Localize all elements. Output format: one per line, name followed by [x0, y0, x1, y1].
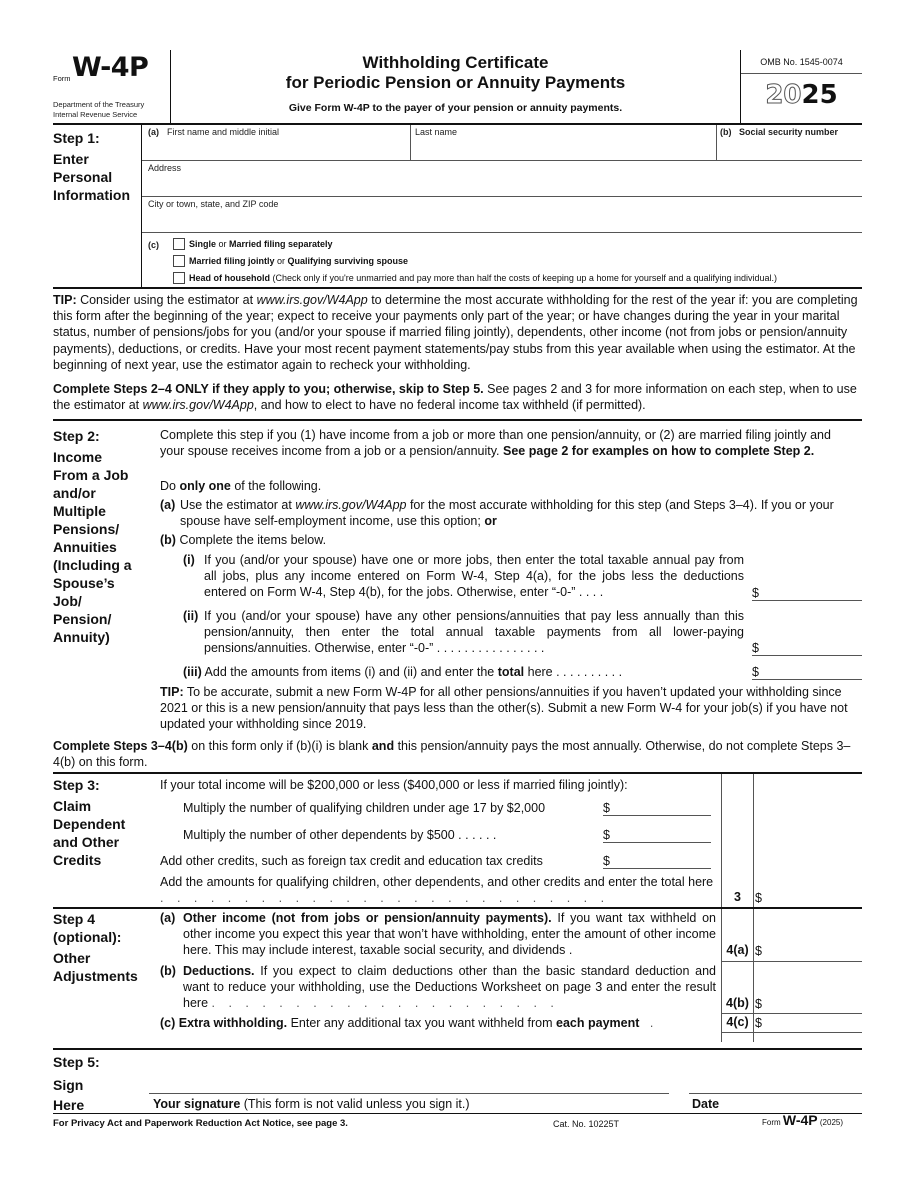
line-4c-amount-field[interactable]	[755, 1015, 862, 1031]
item-c-marker: (c)	[148, 240, 159, 250]
item-4a-marker	[160, 910, 175, 926]
dollar-sign: $	[603, 828, 610, 842]
first-name-field[interactable]	[142, 125, 410, 160]
privacy-notice: For Privacy Act and Paperwork Reduction Act Notice, see page 3.	[53, 1118, 348, 1129]
step3-total-text	[160, 874, 716, 906]
step2-label-line: Job/	[53, 593, 82, 609]
note-bold: Complete Steps 2–4 ONLY if they apply to you; otherwise, skip to Step 5.	[53, 382, 484, 396]
step4-label-line: (optional):	[53, 929, 122, 945]
w4p-form	[53, 50, 862, 1129]
estimator-link[interactable]: www.irs.gov/W4App	[256, 293, 368, 307]
complete-steps-note	[53, 381, 862, 413]
intro-text: Complete this step if you (1) have income from a job or more than one pension/annuity, or (2) are married filing jointly and your spouse receives income from a job or a pension/annuity.	[160, 428, 831, 459]
form-name: W-4P	[72, 52, 149, 83]
address-field[interactable]	[142, 161, 862, 196]
filing-status-single[interactable]	[173, 238, 333, 250]
step2-label-line: From a Job	[53, 467, 129, 483]
step3-title: Step 3:	[53, 777, 100, 793]
form-header	[53, 50, 862, 125]
line-4b-amount-field[interactable]	[755, 996, 862, 1012]
tip-estimator	[53, 292, 862, 373]
text: If you want tax withheld on other income you expect this year that won’t have withholding, enter the amount of other income here. This may include interest, taxable social security, and dividends .	[183, 911, 717, 958]
date-field[interactable]	[689, 1093, 862, 1113]
tax-year-outline: 20	[765, 80, 802, 110]
step1-label-line: Enter	[53, 151, 89, 167]
line-3-label: 3	[734, 890, 741, 904]
tip-text: To be accurate, submit a new Form W-4P for all other pensions/annuities if you haven’t updated your withholding since 2021 or this is a new pension/annuity that pays less than the other(s). Submit a new Form W-4 for your job(s) if you have not updated your withholding since 2019.	[160, 685, 848, 732]
text-bold: or	[484, 514, 497, 529]
form-title-block	[171, 50, 740, 114]
dollar-sign: $	[752, 641, 759, 655]
step1-label-line: Personal	[53, 169, 113, 185]
marker: (ii)	[183, 609, 199, 623]
tax-year	[741, 80, 862, 110]
step2-label-line: Annuities	[53, 539, 117, 555]
line-4b-label: 4(b)	[726, 996, 749, 1010]
step2-option-a	[180, 497, 860, 529]
text: Add the amounts for qualifying children, other dependents, and other credits and enter the total here	[160, 875, 714, 889]
step2-label-line: Income	[53, 449, 103, 465]
dollar-sign: $	[752, 586, 759, 600]
date-label: Date	[692, 1097, 720, 1111]
signature-field[interactable]	[149, 1093, 669, 1113]
section-divider	[53, 772, 862, 774]
text-bold: total	[497, 665, 525, 679]
item-4a-text	[183, 910, 716, 959]
form-prefix: Form	[762, 1118, 781, 1127]
form-year: (2025)	[819, 1118, 843, 1127]
option-label: Married filing separately	[229, 239, 333, 249]
step2-option-a-marker	[160, 497, 175, 513]
text-bold: Your signature	[153, 1097, 241, 1111]
step2-tip	[160, 684, 860, 733]
step4-title: Step 4	[53, 911, 96, 927]
item-i-text: If you (and/or your spouse) have one or more jobs, then enter the total taxable annual pay from all jobs, plus any income entered on Form W-4, Step 4(a), for the jobs less the deductions entered on Form W-4, Step 4(b), for the jobs. Otherwise, enter “-0-” . . . .	[204, 553, 744, 600]
filing-status-married-jointly[interactable]	[173, 255, 408, 267]
city-label: City or town, state, and ZIP code	[148, 199, 279, 209]
married-jointly-checkbox[interactable]	[173, 255, 185, 267]
step3-label	[53, 776, 141, 869]
step2-intro	[160, 427, 850, 459]
note-bold: Complete Steps 3–4(b)	[53, 739, 188, 753]
step5-label-line: Sign	[53, 1077, 84, 1093]
step5-title: Step 5:	[53, 1054, 100, 1070]
text: Enter any additional tax you want withheld from	[287, 1016, 557, 1030]
item-4c-text	[160, 1015, 720, 1031]
step1-section	[53, 125, 862, 289]
note-text: , and how to elect to have no federal income tax withheld (if permitted).	[253, 398, 646, 413]
qualifying-children-text: Multiply the number of qualifying children under age 17 by $2,000	[183, 801, 546, 815]
text-bold: Extra withholding.	[178, 1016, 288, 1030]
head-of-household-checkbox[interactable]	[173, 272, 185, 284]
note-text: on this form only if (b)(i) is blank	[187, 739, 372, 753]
tip-text: to determine the most accurate withholding for the rest of the year if: you are completing this form after the beginning of the year; expect to receive your payments only part of the year; or have changes during the year in your marital status, number of pensions/jobs for you (and/or your spouse if married filing jointly), dependents, other income (not from jobs or pension/annuity payments), deductions, or credits. Have your most recent payment statements/pay stubs from this year available when using the estimator. At the beginning of next year, use the estimator again to recheck your withholding.	[53, 293, 858, 372]
item-ii-amount-field[interactable]	[752, 640, 862, 656]
text-bold: Other income (not from jobs or pension/annuity payments).	[183, 911, 552, 925]
step2-label	[53, 427, 153, 646]
first-name-label: First name and middle initial	[167, 127, 280, 137]
step2-do-only-one	[160, 478, 321, 494]
omb-year-block	[740, 50, 862, 125]
estimator-link[interactable]: www.irs.gov/W4App	[142, 398, 254, 413]
section-divider	[53, 1048, 862, 1050]
step2-label-line: Spouse’s	[53, 575, 115, 591]
step2-label-line: Annuity)	[53, 629, 110, 645]
dollar-sign: $	[755, 997, 762, 1011]
signature-label	[153, 1096, 470, 1112]
department-name: Department of the Treasury	[53, 100, 145, 109]
option-label: Married filing jointly	[189, 256, 275, 266]
form-id-block	[53, 50, 171, 125]
text-bold: only one	[179, 479, 231, 493]
line-4a-amount-field[interactable]	[755, 943, 862, 959]
footer-divider	[53, 1113, 862, 1114]
marker: (i)	[183, 553, 195, 567]
section-divider	[53, 907, 862, 909]
tax-year-bold: 25	[801, 80, 838, 110]
form-name: W-4P	[782, 1112, 818, 1128]
other-dependents-text: Multiply the number of other dependents by $500 . . . . . .	[183, 828, 497, 842]
dollar-sign: $	[755, 944, 762, 958]
item-4b-text	[183, 963, 716, 1012]
form-title-line1: Withholding Certificate	[362, 53, 549, 72]
marker: (b)	[160, 964, 176, 978]
step2-label-line: Multiple	[53, 503, 106, 519]
dollar-sign: $	[755, 891, 762, 905]
text: If you expect to claim deductions other than the basic standard deduction and want to reduce your withholding, use the Deductions Worksheet on page 3 and enter the result here	[183, 964, 716, 1011]
dollar-sign: $	[755, 1016, 762, 1030]
agency-name: Internal Revenue Service	[53, 110, 138, 119]
item-i-marker	[183, 552, 195, 568]
last-name-field[interactable]	[410, 125, 716, 160]
divider	[721, 1032, 862, 1033]
divider	[721, 961, 862, 962]
department	[53, 100, 144, 120]
form-title-line2: for Periodic Pension or Annuity Payments	[285, 73, 626, 92]
ssn-label: Social security number	[739, 127, 839, 137]
step1-label	[53, 129, 141, 204]
item-i-amount-field[interactable]	[752, 585, 862, 601]
divider	[721, 1013, 862, 1014]
item-iii-amount-field[interactable]	[752, 664, 862, 680]
other-credits-amount-field[interactable]	[603, 853, 711, 869]
line-4c-label: 4(c)	[726, 1015, 749, 1029]
step3-label-line: Dependent	[53, 816, 126, 832]
text: here . . . . . . . . . .	[524, 665, 623, 679]
line-3-amount-field[interactable]	[755, 890, 862, 906]
marker: (a)	[160, 911, 176, 925]
omb-number: OMB No. 1545-0074	[741, 50, 862, 74]
step2-label-line: Pension/	[53, 611, 112, 627]
text-bold: each payment	[556, 1016, 640, 1030]
leader-dots: .	[642, 1016, 654, 1030]
step3-label-line: Claim	[53, 798, 92, 814]
text: Use the estimator at	[180, 498, 296, 512]
item-ii-marker	[183, 608, 198, 624]
text: Add the amounts from items (i) and (ii) and enter the	[204, 665, 498, 679]
catalog-number: Cat. No. 10225T	[553, 1119, 620, 1129]
form-prefix: Form	[53, 74, 71, 83]
personal-info-grid	[141, 125, 862, 287]
step2-label-line: Pensions/	[53, 521, 120, 537]
marker: (iii)	[183, 665, 202, 679]
item-b-marker: (b)	[720, 127, 732, 137]
section-divider	[53, 419, 862, 421]
step2-label-line: (Including a	[53, 557, 132, 573]
leader-dots: . . . . . . . . . . . . . . . . . . . . .	[211, 996, 559, 1011]
step4-label-line: Adjustments	[53, 968, 138, 984]
dollar-sign: $	[603, 801, 610, 815]
note-bold: and	[371, 739, 395, 753]
item-4b-marker	[160, 963, 176, 979]
text: (This form is not valid unless you sign it.)	[240, 1097, 470, 1111]
tip-label: TIP:	[160, 685, 184, 699]
step4-label	[53, 910, 141, 985]
step4-label-line: Other	[53, 950, 91, 966]
tip-text: Consider using the estimator at	[76, 293, 257, 307]
text: of the following.	[230, 479, 322, 493]
text: Complete the items below.	[179, 533, 327, 547]
single-checkbox[interactable]	[173, 238, 185, 250]
divider	[142, 232, 862, 233]
last-name-label: Last name	[415, 127, 458, 137]
ssn-field[interactable]	[716, 125, 862, 160]
dollar-sign: $	[752, 665, 759, 679]
qualifying-children-amount-field[interactable]	[603, 800, 711, 816]
step5-label	[53, 1052, 141, 1115]
step2-title: Step 2:	[53, 428, 100, 444]
step2-label-line: and/or	[53, 485, 96, 501]
step1-label-line: Information	[53, 187, 130, 203]
item-a-marker: (a)	[148, 127, 159, 137]
option-label: Qualifying surviving spouse	[287, 256, 409, 266]
marker: (c)	[160, 1016, 176, 1030]
marker: (a)	[160, 498, 176, 512]
estimator-link[interactable]: www.irs.gov/W4App	[295, 498, 407, 512]
step2-option-b	[160, 532, 326, 548]
text-bold: Deductions.	[183, 964, 255, 978]
item-iii-text	[183, 664, 743, 680]
option-note: (Check only if you're unmarried and pay more than half the costs of keeping up a home for yourself and a qualifying individual.)	[270, 273, 778, 283]
step1-title: Step 1:	[53, 130, 100, 146]
option-label: Single	[189, 239, 217, 249]
step3-label-line: and Other	[53, 834, 120, 850]
text: for the most accurate withholding for this step (and Steps 3–4). If you or your spouse have self-employment income, use this option;	[180, 498, 838, 529]
option-connector: or	[216, 239, 230, 249]
note-text: this pension/annuity pays the most annually. Otherwise, do not complete Steps 3–4(b) on this form.	[53, 739, 851, 770]
option-connector: or	[274, 256, 288, 266]
note-text: See pages 2 and 3 for more information on each step, when to use the estimator at	[53, 382, 861, 413]
form-subtitle: Give Form W-4P to the payer of your pension or annuity payments.	[288, 102, 623, 114]
item-ii-text: If you (and/or your spouse) have any other pensions/annuities that pay less annually than this pension/annuity, then enter the total annual taxable payments from all lower-paying pensions/annuities. Otherwise, enter “-0-” . . . . . . . . . . . . . . . .	[204, 609, 744, 656]
address-label: Address	[148, 163, 182, 173]
leader-dots: . . . . . . . . . . . . . . . . . . . . . . . . . . .	[160, 891, 610, 906]
step3-label-line: Credits	[53, 852, 102, 868]
tip-label: TIP:	[53, 293, 77, 307]
other-dependents-amount-field[interactable]	[603, 827, 711, 843]
option-label: Head of household	[189, 273, 270, 283]
intro-bold: See page 2 for examples on how to complete Step 2.	[503, 444, 815, 459]
filing-status-head-of-household[interactable]	[173, 272, 777, 284]
text: Do	[160, 479, 180, 493]
line-4a-label: 4(a)	[726, 943, 749, 957]
marker: (b)	[160, 533, 176, 547]
steps34-note	[53, 738, 862, 770]
step3-intro: If your total income will be $200,000 or less ($400,000 or less if married filing jointly):	[160, 778, 628, 792]
step5-label-line: Here	[53, 1097, 85, 1113]
footer-form-id	[762, 1112, 843, 1131]
other-credits-text: Add other credits, such as foreign tax credit and education tax credits	[160, 854, 543, 868]
city-state-zip-field[interactable]	[142, 197, 862, 232]
dollar-sign: $	[603, 854, 610, 868]
